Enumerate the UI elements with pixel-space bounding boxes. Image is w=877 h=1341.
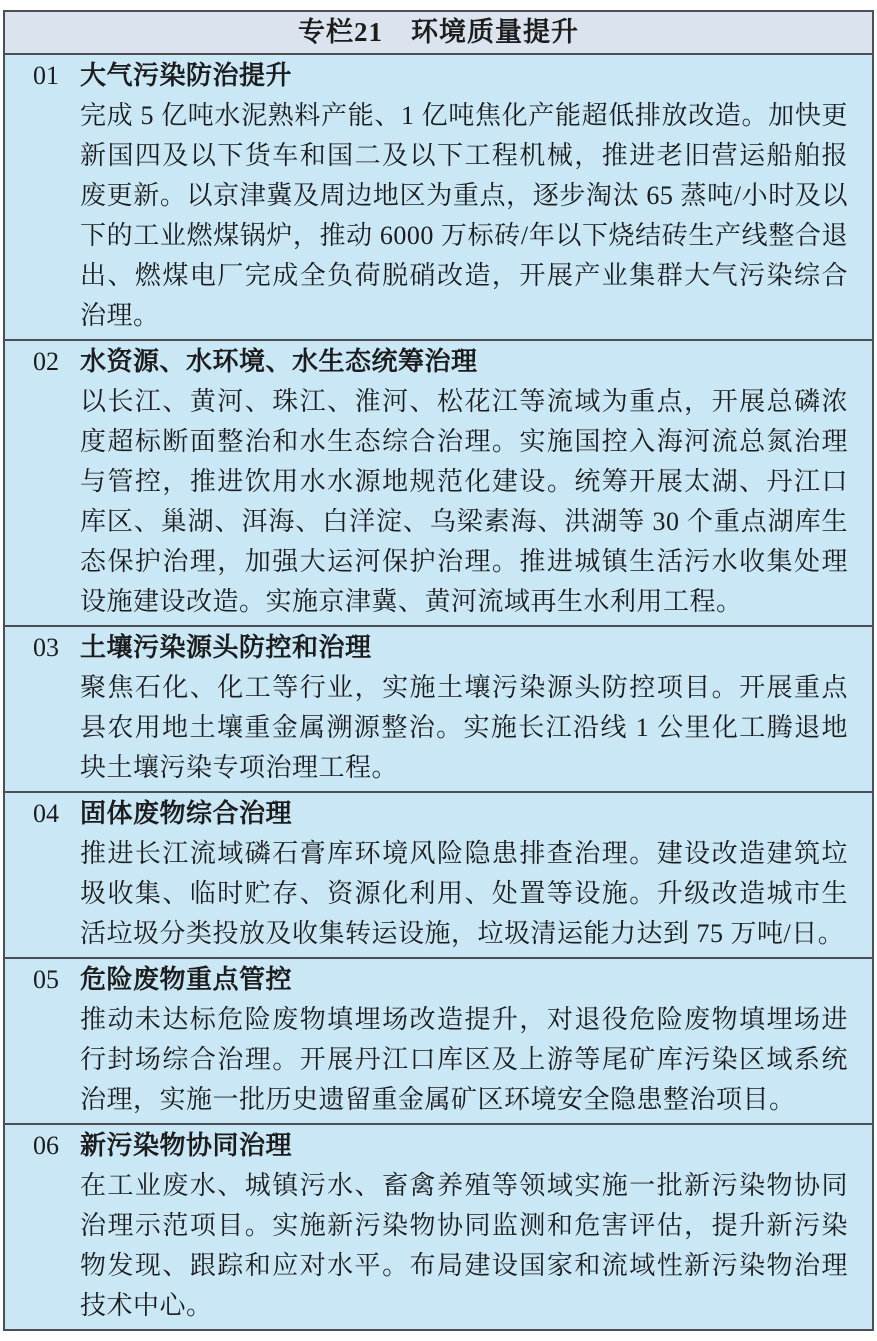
section-title: 土壤污染源头防控和治理: [80, 633, 372, 662]
section-number: 04: [33, 799, 59, 828]
section-heading: [33, 960, 848, 1000]
section-heading: [33, 342, 848, 382]
section-heading: [33, 794, 848, 834]
section-title: 水资源、水环境、水生态统筹治理: [80, 347, 478, 376]
section-body: 在工业废水、城镇污水、畜禽养殖等领域实施一批新污染物协同治理示范项目。实施新污染物协同监测和危害评估，提升新污染物发现、跟踪和应对水平。布局建设国家和流域性新污染物治理技术中心。: [80, 1171, 848, 1320]
section-solid-waste: [5, 793, 872, 959]
section-body: 推动未达标危险废物填埋场改造提升，对退役危险废物填埋场进行封场综合治理。开展丹江口库区及上游等尾矿库污染区域系统治理，实施一批历史遗留重金属矿区环境安全隐患整治项目。: [80, 1005, 848, 1114]
section-number: 02: [33, 347, 59, 376]
section-air-pollution: [5, 55, 872, 341]
section-title: 固体废物综合治理: [80, 799, 293, 828]
section-title: 危险废物重点管控: [80, 965, 293, 994]
section-body: 聚焦石化、化工等行业，实施土壤污染源头防控项目。开展重点县农用地土壤重金属溯源整治。实施长江沿线 1 公里化工腾退地块土壤污染专项治理工程。: [80, 673, 848, 782]
section-heading: [33, 628, 848, 668]
environment-quality-panel: [3, 10, 874, 1331]
section-heading: [33, 56, 848, 96]
section-heading: [33, 1126, 848, 1166]
section-soil-pollution: [5, 627, 872, 793]
section-water-governance: [5, 341, 872, 627]
section-number: 03: [33, 633, 59, 662]
section-number: 06: [33, 1131, 59, 1160]
section-number: 01: [33, 61, 59, 90]
section-new-pollutants: [5, 1125, 872, 1329]
section-number: 05: [33, 965, 59, 994]
section-title: 大气污染防治提升: [80, 61, 293, 90]
section-body: 以长江、黄河、珠江、淮河、松花江等流域为重点，开展总磷浓度超标断面整治和水生态综合治理。实施国控入海河流总氮治理与管控，推进饮用水水源地规范化建设。统筹开展太湖、丹江口库区、巢湖、洱海、白洋淀、乌梁素海、洪湖等 30 个重点湖库生态保护治理，加强大运河保护治理。推进城镇生活污水收集处理设施建设改造。实施京津冀、黄河流域再生水利用工程。: [80, 387, 848, 616]
section-body: 推进长江流域磷石膏库环境风险隐患排查治理。建设改造建筑垃圾收集、临时贮存、资源化利用、处置等设施。升级改造城市生活垃圾分类投放及收集转运设施，垃圾清运能力达到 75 万吨/日。: [80, 839, 848, 948]
section-body: 完成 5 亿吨水泥熟料产能、1 亿吨焦化产能超低排放改造。加快更新国四及以下货车和国二及以下工程机械，推进老旧营运船舶报废更新。以京津冀及周边地区为重点，逐步淘汰 65 蒸吨/小时及以下的工业燃煤锅炉，推动 6000 万标砖/年以下烧结砖生产线整合退出、燃煤电厂完成全负荷脱硝改造，开展产业集群大气污染综合治理。: [80, 101, 848, 330]
panel-title: 专栏21 环境质量提升: [5, 12, 872, 55]
section-title: 新污染物协同治理: [80, 1131, 293, 1160]
section-hazardous-waste: [5, 959, 872, 1125]
